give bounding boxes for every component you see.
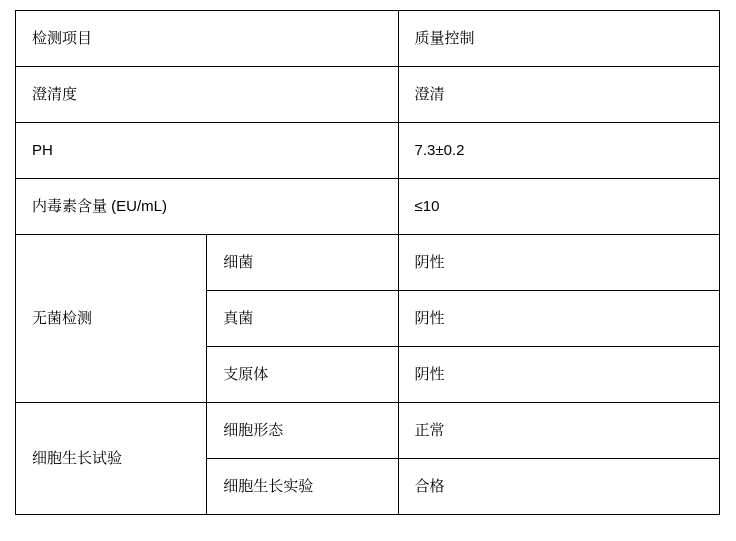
cell-label: 真菌 <box>223 309 254 327</box>
cell-label: 澄清度 <box>32 85 78 103</box>
table-body <box>16 11 720 515</box>
subrow-label-bacteria <box>207 235 398 291</box>
cell-value: 合格 <box>414 477 445 495</box>
cell-value: 阴性 <box>414 309 445 327</box>
cell-value: 阴性 <box>414 253 445 271</box>
table-row <box>16 179 720 235</box>
cell-value: 质量控制 <box>414 29 475 47</box>
cell-value: 正常 <box>414 421 445 439</box>
cell-value: ≤10 <box>414 197 440 215</box>
cell-label: 细胞生长试验 <box>32 449 123 467</box>
cell-label: 内毒素含量 (EU/mL) <box>32 197 168 215</box>
cell-value: 澄清 <box>414 85 445 103</box>
subrow-value-fungus <box>398 291 719 347</box>
row-label-ph <box>16 123 399 179</box>
table-row <box>16 67 720 123</box>
table-row <box>16 235 720 291</box>
subrow-value-cell-morphology <box>398 403 719 459</box>
row-label-detection-item <box>16 11 399 67</box>
subrow-label-cell-morphology <box>207 403 398 459</box>
quality-control-table <box>15 10 720 515</box>
row-label-clarity <box>16 67 399 123</box>
cell-label: 细菌 <box>223 253 254 271</box>
row-value-ph <box>398 123 719 179</box>
table-row <box>16 11 720 67</box>
cell-label: 细胞生长实验 <box>223 477 314 495</box>
cell-label: 支原体 <box>223 365 269 383</box>
row-value-endotoxin <box>398 179 719 235</box>
subrow-value-mycoplasma <box>398 347 719 403</box>
cell-value: 阴性 <box>414 365 445 383</box>
subrow-label-cell-growth-experiment <box>207 459 398 515</box>
subrow-label-fungus <box>207 291 398 347</box>
cell-label: 无菌检测 <box>32 309 93 327</box>
cell-label: 细胞形态 <box>223 421 284 439</box>
subrow-value-cell-growth-experiment <box>398 459 719 515</box>
subrow-value-bacteria <box>398 235 719 291</box>
cell-value: 7.3±0.2 <box>414 141 465 159</box>
table-row <box>16 123 720 179</box>
cell-label: PH <box>32 141 53 159</box>
table-row <box>16 403 720 459</box>
row-value-detection-item <box>398 11 719 67</box>
group-label-sterility-test <box>16 235 207 403</box>
cell-label: 检测项目 <box>32 29 93 47</box>
subrow-label-mycoplasma <box>207 347 398 403</box>
group-label-cell-growth-test <box>16 403 207 515</box>
row-label-endotoxin <box>16 179 399 235</box>
row-value-clarity <box>398 67 719 123</box>
